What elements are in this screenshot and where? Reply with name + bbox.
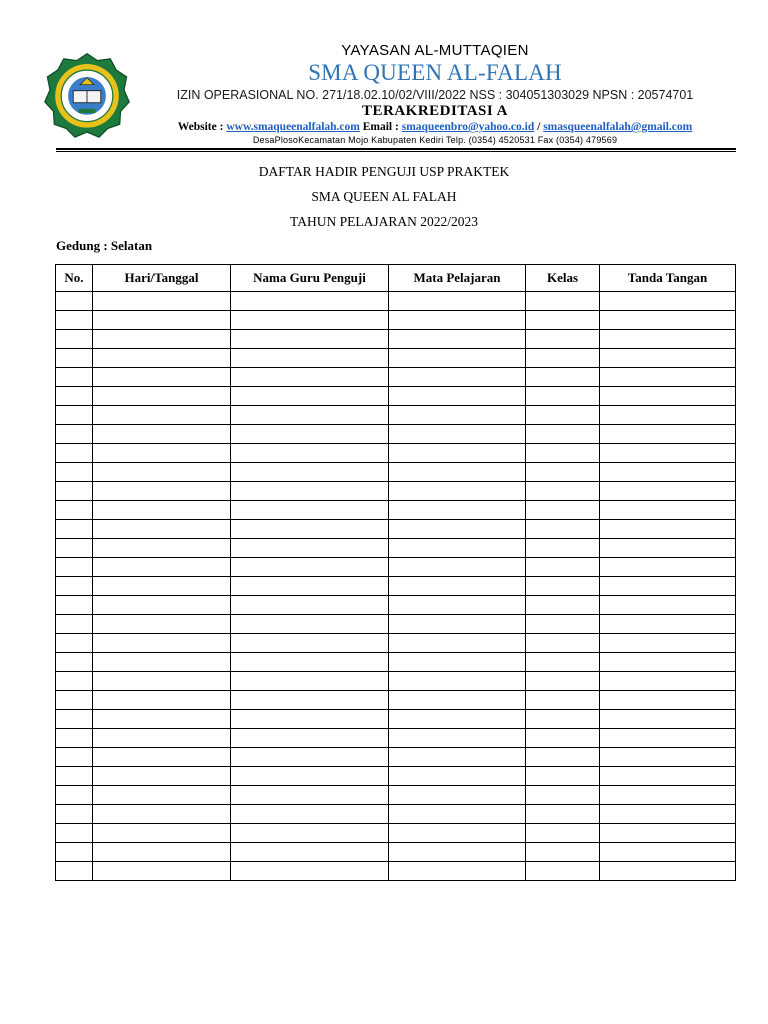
cell-class[interactable] — [526, 596, 600, 615]
cell-day-date[interactable] — [93, 577, 231, 596]
header-class: Kelas — [526, 265, 600, 292]
cell-examiner-name[interactable] — [231, 444, 389, 463]
cell-class[interactable] — [526, 691, 600, 710]
cell-class[interactable] — [526, 539, 600, 558]
table-row — [56, 330, 736, 349]
cell-signature[interactable] — [600, 843, 736, 862]
attendance-table — [55, 264, 736, 881]
cell-signature[interactable] — [600, 729, 736, 748]
cell-examiner-name[interactable] — [231, 520, 389, 539]
cell-day-date[interactable] — [93, 387, 231, 406]
cell-signature[interactable] — [600, 406, 736, 425]
document-school: SMA QUEEN AL FALAH — [311, 189, 457, 204]
cell-number[interactable] — [56, 615, 93, 634]
cell-signature[interactable] — [600, 539, 736, 558]
table-row — [56, 634, 736, 653]
cell-day-date[interactable] — [93, 501, 231, 520]
cell-signature[interactable] — [600, 463, 736, 482]
table-row — [56, 729, 736, 748]
cell-day-date[interactable] — [93, 539, 231, 558]
table-row — [56, 786, 736, 805]
cell-subject[interactable] — [389, 520, 526, 539]
cell-subject[interactable] — [389, 767, 526, 786]
cell-number[interactable] — [56, 805, 93, 824]
table-row — [56, 463, 736, 482]
cell-examiner-name[interactable] — [231, 767, 389, 786]
table-row — [56, 596, 736, 615]
table-row — [56, 824, 736, 843]
cell-subject[interactable] — [389, 501, 526, 520]
cell-signature[interactable] — [600, 824, 736, 843]
cell-number[interactable] — [56, 634, 93, 653]
cell-subject[interactable] — [389, 862, 526, 881]
cell-number[interactable] — [56, 330, 93, 349]
cell-signature[interactable] — [600, 615, 736, 634]
cell-class[interactable] — [526, 520, 600, 539]
cell-number[interactable] — [56, 843, 93, 862]
cell-subject[interactable] — [389, 558, 526, 577]
table-row — [56, 653, 736, 672]
school-name: SMA QUEEN AL-FALAH — [308, 60, 562, 85]
table-row — [56, 349, 736, 368]
cell-examiner-name[interactable] — [231, 786, 389, 805]
cell-subject[interactable] — [389, 805, 526, 824]
cell-examiner-name[interactable] — [231, 311, 389, 330]
cell-day-date[interactable] — [93, 653, 231, 672]
table-row — [56, 387, 736, 406]
cell-examiner-name[interactable] — [231, 387, 389, 406]
cell-number[interactable] — [56, 406, 93, 425]
cell-subject[interactable] — [389, 311, 526, 330]
cell-number[interactable] — [56, 501, 93, 520]
cell-number[interactable] — [56, 691, 93, 710]
table-row — [56, 501, 736, 520]
cell-signature[interactable] — [600, 330, 736, 349]
email-separator: / — [537, 121, 541, 133]
cell-examiner-name[interactable] — [231, 653, 389, 672]
header-number: No. — [56, 265, 93, 292]
table-row — [56, 444, 736, 463]
table-row — [56, 425, 736, 444]
cell-day-date[interactable] — [93, 463, 231, 482]
cell-signature[interactable] — [600, 596, 736, 615]
building-value: Selatan — [110, 238, 153, 253]
cell-day-date[interactable] — [93, 767, 231, 786]
cell-number[interactable] — [56, 729, 93, 748]
cell-class[interactable] — [526, 577, 600, 596]
cell-examiner-name[interactable] — [231, 596, 389, 615]
cell-examiner-name[interactable] — [231, 577, 389, 596]
cell-examiner-name[interactable] — [231, 634, 389, 653]
cell-day-date[interactable] — [93, 786, 231, 805]
document-school-year: TAHUN PELAJARAN 2022/2023 — [290, 214, 478, 229]
cell-class[interactable] — [526, 292, 600, 311]
cell-subject[interactable] — [389, 406, 526, 425]
accreditation-status: TERAKREDITASI A — [361, 103, 508, 119]
cell-signature[interactable] — [600, 482, 736, 501]
cell-signature[interactable] — [600, 805, 736, 824]
cell-examiner-name[interactable] — [231, 539, 389, 558]
email-link-secondary[interactable]: smasqueenalfalah@gmail.com — [543, 121, 693, 133]
cell-subject[interactable] — [389, 349, 526, 368]
cell-day-date[interactable] — [93, 634, 231, 653]
cell-examiner-name[interactable] — [231, 368, 389, 387]
cell-number[interactable] — [56, 824, 93, 843]
cell-subject[interactable] — [389, 691, 526, 710]
cell-subject[interactable] — [389, 330, 526, 349]
cell-subject[interactable] — [389, 824, 526, 843]
cell-day-date[interactable] — [93, 691, 231, 710]
cell-class[interactable] — [526, 368, 600, 387]
cell-class[interactable] — [526, 805, 600, 824]
cell-class[interactable] — [526, 615, 600, 634]
cell-number[interactable] — [56, 748, 93, 767]
email-link-primary[interactable]: smaqueenbro@yahoo.co.id — [401, 121, 535, 133]
cell-number[interactable] — [56, 596, 93, 615]
cell-signature[interactable] — [600, 786, 736, 805]
cell-day-date[interactable] — [93, 292, 231, 311]
table-row — [56, 292, 736, 311]
cell-signature[interactable] — [600, 444, 736, 463]
cell-signature[interactable] — [600, 767, 736, 786]
cell-day-date[interactable] — [93, 805, 231, 824]
table-row — [56, 862, 736, 881]
cell-subject[interactable] — [389, 615, 526, 634]
cell-signature[interactable] — [600, 387, 736, 406]
table-row — [56, 406, 736, 425]
operational-permit: IZIN OPERASIONAL NO. 271/18.02.10/02/VIII/2022 NSS : 304051303029 NPSN : 20574701 — [176, 88, 694, 102]
cell-class[interactable] — [526, 748, 600, 767]
attendance-table-body — [56, 292, 736, 881]
cell-subject[interactable] — [389, 444, 526, 463]
cell-subject[interactable] — [389, 368, 526, 387]
header-signature: Tanda Tangan — [600, 265, 736, 292]
cell-class[interactable] — [526, 843, 600, 862]
cell-class[interactable] — [526, 406, 600, 425]
cell-day-date[interactable] — [93, 843, 231, 862]
cell-number[interactable] — [56, 444, 93, 463]
website-label: Website : — [177, 121, 224, 133]
cell-examiner-name[interactable] — [231, 710, 389, 729]
cell-number[interactable] — [56, 387, 93, 406]
cell-signature[interactable] — [600, 634, 736, 653]
cell-examiner-name[interactable] — [231, 843, 389, 862]
cell-subject[interactable] — [389, 748, 526, 767]
cell-day-date[interactable] — [93, 330, 231, 349]
cell-subject[interactable] — [389, 729, 526, 748]
cell-subject[interactable] — [389, 710, 526, 729]
cell-number[interactable] — [56, 672, 93, 691]
cell-day-date[interactable] — [93, 558, 231, 577]
cell-day-date[interactable] — [93, 311, 231, 330]
cell-day-date[interactable] — [93, 368, 231, 387]
cell-number[interactable] — [56, 311, 93, 330]
table-row — [56, 520, 736, 539]
cell-number[interactable] — [56, 786, 93, 805]
cell-subject[interactable] — [389, 463, 526, 482]
cell-number[interactable] — [56, 292, 93, 311]
cell-signature[interactable] — [600, 710, 736, 729]
cell-number[interactable] — [56, 425, 93, 444]
foundation-name: YAYASAN AL-MUTTAQIEN — [341, 42, 529, 59]
cell-signature[interactable] — [600, 425, 736, 444]
table-row — [56, 710, 736, 729]
building-label: Gedung : — [56, 238, 108, 253]
cell-subject[interactable] — [389, 539, 526, 558]
cell-signature[interactable] — [600, 520, 736, 539]
cell-class[interactable] — [526, 729, 600, 748]
cell-class[interactable] — [526, 767, 600, 786]
cell-class[interactable] — [526, 634, 600, 653]
cell-class[interactable] — [526, 653, 600, 672]
cell-number[interactable] — [56, 520, 93, 539]
table-row — [56, 843, 736, 862]
letterhead-divider-thick — [56, 148, 736, 150]
cell-day-date[interactable] — [93, 824, 231, 843]
cell-examiner-name[interactable] — [231, 463, 389, 482]
cell-class[interactable] — [526, 786, 600, 805]
cell-number[interactable] — [56, 463, 93, 482]
cell-number[interactable] — [56, 539, 93, 558]
cell-day-date[interactable] — [93, 748, 231, 767]
cell-day-date[interactable] — [93, 596, 231, 615]
cell-class[interactable] — [526, 824, 600, 843]
table-row — [56, 615, 736, 634]
cell-class[interactable] — [526, 387, 600, 406]
cell-class[interactable] — [526, 425, 600, 444]
cell-class[interactable] — [526, 710, 600, 729]
table-row — [56, 805, 736, 824]
cell-examiner-name[interactable] — [231, 729, 389, 748]
school-address: DesaPlosoKecamatan Mojo Kabupaten Kediri Telp. (0354) 4520531 Fax (0354) 479569 — [252, 135, 618, 145]
cell-examiner-name[interactable] — [231, 330, 389, 349]
cell-signature[interactable] — [600, 672, 736, 691]
cell-signature[interactable] — [600, 653, 736, 672]
cell-signature[interactable] — [600, 691, 736, 710]
cell-examiner-name[interactable] — [231, 672, 389, 691]
cell-examiner-name[interactable] — [231, 691, 389, 710]
header-examiner-name: Nama Guru Penguji — [231, 265, 389, 292]
cell-class[interactable] — [526, 444, 600, 463]
cell-class[interactable] — [526, 311, 600, 330]
cell-class[interactable] — [526, 349, 600, 368]
table-row — [56, 577, 736, 596]
table-row — [56, 311, 736, 330]
cell-number[interactable] — [56, 767, 93, 786]
cell-day-date[interactable] — [93, 729, 231, 748]
cell-examiner-name[interactable] — [231, 805, 389, 824]
contact-line — [130, 121, 740, 133]
table-row — [56, 767, 736, 786]
cell-subject[interactable] — [389, 425, 526, 444]
cell-examiner-name[interactable] — [231, 406, 389, 425]
cell-class[interactable] — [526, 558, 600, 577]
cell-class[interactable] — [526, 330, 600, 349]
cell-number[interactable] — [56, 710, 93, 729]
cell-signature[interactable] — [600, 349, 736, 368]
cell-examiner-name[interactable] — [231, 824, 389, 843]
header-day-date: Hari/Tanggal — [93, 265, 231, 292]
email-label: Email : — [362, 121, 399, 133]
cell-subject[interactable] — [389, 843, 526, 862]
table-row — [56, 482, 736, 501]
cell-day-date[interactable] — [93, 482, 231, 501]
table-row — [56, 539, 736, 558]
document-title: DAFTAR HADIR PENGUJI USP PRAKTEK — [258, 164, 510, 179]
table-header-row — [56, 265, 736, 292]
cell-number[interactable] — [56, 862, 93, 881]
cell-day-date[interactable] — [93, 862, 231, 881]
cell-signature[interactable] — [600, 311, 736, 330]
cell-day-date[interactable] — [93, 672, 231, 691]
cell-subject[interactable] — [389, 482, 526, 501]
cell-subject[interactable] — [389, 596, 526, 615]
table-row — [56, 748, 736, 767]
cell-signature[interactable] — [600, 862, 736, 881]
cell-examiner-name[interactable] — [231, 748, 389, 767]
cell-class[interactable] — [526, 862, 600, 881]
cell-subject[interactable] — [389, 672, 526, 691]
cell-examiner-name[interactable] — [231, 501, 389, 520]
table-row — [56, 672, 736, 691]
cell-subject[interactable] — [389, 292, 526, 311]
cell-number[interactable] — [56, 558, 93, 577]
cell-signature[interactable] — [600, 558, 736, 577]
cell-class[interactable] — [526, 463, 600, 482]
cell-day-date[interactable] — [93, 444, 231, 463]
cell-examiner-name[interactable] — [231, 615, 389, 634]
cell-number[interactable] — [56, 482, 93, 501]
cell-subject[interactable] — [389, 387, 526, 406]
cell-signature[interactable] — [600, 577, 736, 596]
cell-signature[interactable] — [600, 748, 736, 767]
cell-day-date[interactable] — [93, 349, 231, 368]
cell-subject[interactable] — [389, 577, 526, 596]
cell-class[interactable] — [526, 501, 600, 520]
cell-day-date[interactable] — [93, 520, 231, 539]
cell-number[interactable] — [56, 368, 93, 387]
cell-examiner-name[interactable] — [231, 482, 389, 501]
cell-examiner-name[interactable] — [231, 425, 389, 444]
cell-day-date[interactable] — [93, 425, 231, 444]
table-row — [56, 558, 736, 577]
cell-subject[interactable] — [389, 634, 526, 653]
cell-number[interactable] — [56, 577, 93, 596]
cell-class[interactable] — [526, 672, 600, 691]
cell-signature[interactable] — [600, 368, 736, 387]
cell-day-date[interactable] — [93, 406, 231, 425]
cell-examiner-name[interactable] — [231, 292, 389, 311]
cell-day-date[interactable] — [93, 710, 231, 729]
cell-examiner-name[interactable] — [231, 349, 389, 368]
cell-signature[interactable] — [600, 501, 736, 520]
letterhead-divider-thin — [56, 151, 736, 152]
table-row — [56, 691, 736, 710]
website-link[interactable]: www.smaqueenalfalah.com — [226, 121, 360, 133]
cell-examiner-name[interactable] — [231, 862, 389, 881]
cell-number[interactable] — [56, 349, 93, 368]
cell-signature[interactable] — [600, 292, 736, 311]
cell-class[interactable] — [526, 482, 600, 501]
school-logo-icon — [44, 52, 130, 138]
table-row — [56, 368, 736, 387]
cell-number[interactable] — [56, 653, 93, 672]
header-subject: Mata Pelajaran — [389, 265, 526, 292]
cell-subject[interactable] — [389, 786, 526, 805]
cell-examiner-name[interactable] — [231, 558, 389, 577]
building-info — [56, 238, 152, 254]
cell-day-date[interactable] — [93, 615, 231, 634]
cell-subject[interactable] — [389, 653, 526, 672]
